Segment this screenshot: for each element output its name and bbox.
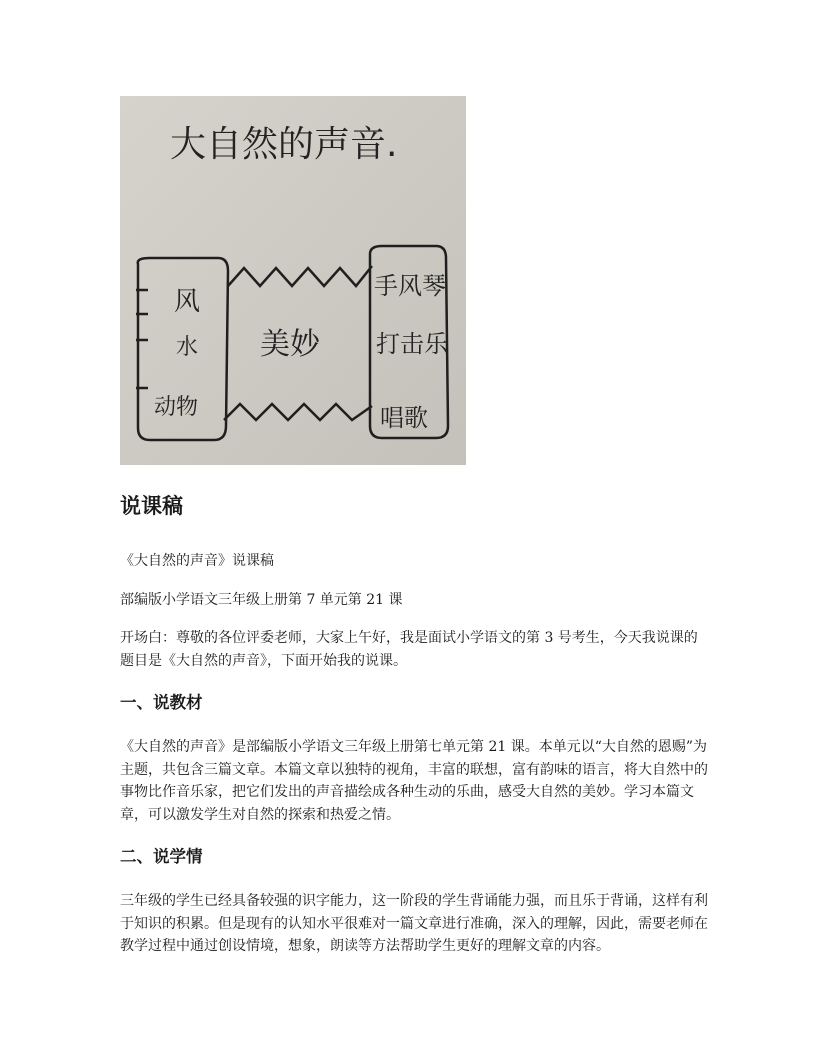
course-line: 部编版小学语文三年级上册第 7 单元第 21 课: [120, 591, 403, 608]
blackboard-sketch-photo: [120, 96, 466, 465]
section-paragraph-students: 三年级的学生已经具备较强的识字能力，这一阶段的学生背诵能力强，而且乐于背诵，这样有利于知识的积累。但是现有的认知水平很难对一篇文章进行准确，深入的理解，因此，需要老师在教学过程中通过创设情境，想象，朗读等方法帮助学生更好的理解文章的内容。: [120, 893, 708, 954]
opening-paragraph: 开场白：尊敬的各位评委老师，大家上午好，我是面试小学语文的第 3 号考生，今天我说课的题目是《大自然的声音》，下面开始我的说课。: [120, 630, 698, 669]
section-heading-students: 二、说学情: [120, 847, 203, 866]
section-heading-materials: 一、说教材: [120, 693, 203, 712]
page-title: 说课稿: [120, 494, 183, 518]
sketch-title: 大自然的声音.: [170, 124, 398, 165]
left-item-water: 水: [176, 335, 199, 360]
handwritten-diagram: [120, 96, 466, 465]
lesson-document: [120, 486, 710, 974]
document-title-line: 《大自然的声音》说课稿: [120, 553, 274, 569]
right-item-accordion: 手风琴: [374, 272, 446, 300]
section-paragraph-materials: 《大自然的声音》是部编版小学语文三年级上册第七单元第 21 课。本单元以“大自然的恩赐”为主题，共包含三篇文章。本篇文章以独特的视角，丰富的联想，富有韵味的语言，将大自然中的事物比作音乐家，把它们发出的声音描绘成各种生动的乐曲，感受大自然的美妙。学习本篇文章，可以激发学生对自然的探索和热爱之情。: [120, 739, 708, 823]
left-item-animals: 动物: [154, 395, 199, 420]
center-text: 美妙: [260, 327, 320, 362]
right-item-singing: 唱歌: [380, 404, 428, 432]
right-item-percussion: 打击乐: [376, 330, 448, 358]
left-item-wind: 风: [174, 287, 201, 317]
